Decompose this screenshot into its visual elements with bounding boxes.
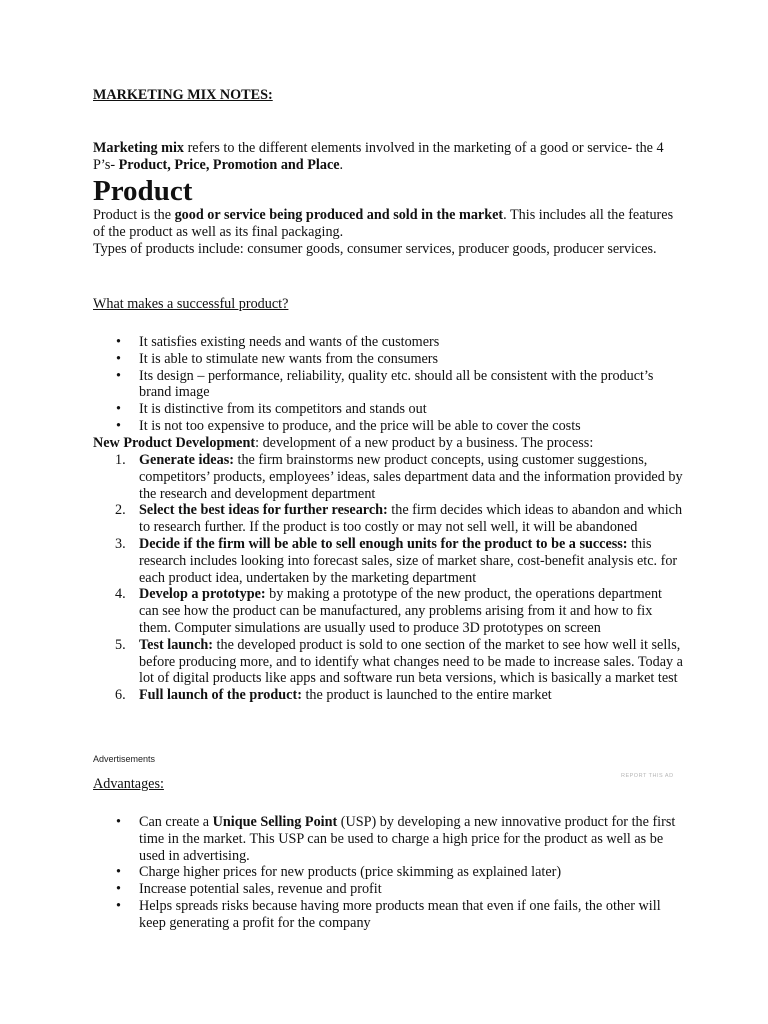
npd-term: New Product Development — [93, 435, 256, 451]
step-text: the product is launched to the entire market — [301, 687, 552, 704]
list-item-text: Increase potential sales, revenue and profit — [139, 881, 382, 898]
product-desc-paragraph-1 — [93, 207, 683, 241]
advertisements-label: Advertisements — [93, 754, 156, 764]
bullet-icon: • — [116, 864, 121, 881]
step-number: 6. — [115, 687, 126, 704]
bullet-icon: • — [116, 881, 121, 898]
product-desc-end: . This includes all the features of the product as well as its final packaging. — [93, 207, 674, 240]
list-item-text: It is not too expensive to produce, and the price will be able to cover the costs — [139, 417, 581, 434]
advantage-text-start: Can create a — [139, 814, 213, 830]
list-item-text: It is distinctive from its competitors and stands out — [139, 401, 427, 418]
bullet-icon: • — [116, 367, 121, 384]
product-desc-bold: good or service being produced and sold in the market — [174, 207, 504, 223]
step-item — [93, 452, 683, 502]
section-heading-product: Product — [93, 175, 193, 207]
step-number: 5. — [115, 636, 126, 653]
report-ad-link[interactable]: REPORT THIS AD — [621, 773, 674, 779]
bullet-icon: • — [116, 401, 121, 418]
npd-text: : development of a new product by a business. The process: — [255, 435, 594, 451]
list-item — [93, 814, 683, 864]
intro-four-ps: Product, Price, Promotion and Place — [118, 156, 340, 173]
list-item — [93, 351, 683, 368]
step-title: Decide if the firm will be able to sell enough units for the product to be a success: — [139, 535, 628, 552]
advantages-list — [93, 814, 683, 932]
step-title: Test launch: — [139, 636, 213, 653]
list-item — [93, 368, 683, 402]
list-item — [93, 898, 683, 932]
bullet-icon: • — [116, 814, 121, 830]
npd-steps-list — [93, 452, 683, 704]
product-desc-paragraph-2: Types of products include: consumer goods, consumer services, producer goods, producer services. — [93, 240, 657, 257]
intro-term: Marketing mix — [93, 140, 185, 156]
list-item-text: Helps spreads risks because having more products mean that even if one fails, the other will keep generating a profit for the company — [139, 897, 661, 931]
list-item-text: Its design – performance, reliability, quality etc. should all be consistent with the product’s brand image — [139, 367, 654, 401]
advantage-text-end: (USP) by developing a new innovative product for the first time in the market. This USP can be used to charge a high price for the product as well as be used in advertising. — [139, 814, 676, 864]
step-item — [93, 687, 683, 704]
step-number: 3. — [115, 535, 126, 552]
step-number: 1. — [115, 452, 126, 468]
bullet-icon: • — [116, 350, 121, 367]
list-item-text: Charge higher prices for new products (price skimming as explained later) — [139, 864, 562, 881]
intro-text: refers to the different elements involved in the marketing of a good or service- the 4 P’s- — [93, 140, 664, 173]
list-item — [93, 418, 683, 435]
step-text: by making a prototype of the new product, the operations department can see how the product can be manufactured, any problems arising from it and how to fix them. Computer simulations are usually used to produce 3D prototypes on screen — [139, 586, 662, 636]
bullet-icon: • — [116, 334, 121, 350]
step-text: the firm brainstorms new product concepts, using customer suggestions, competitors’ products, employees’ ideas, sales department data and the information provided by the research and development department — [139, 452, 683, 502]
bullet-icon: • — [116, 417, 121, 434]
step-number: 4. — [115, 586, 126, 603]
subheading-successful-product: What makes a successful product? — [93, 296, 289, 312]
bullet-icon: • — [116, 897, 121, 914]
product-description — [93, 207, 683, 257]
list-item-text: It is able to stimulate new wants from the consumers — [139, 350, 439, 367]
step-item — [93, 637, 683, 687]
product-desc-start: Product is the — [93, 207, 175, 223]
list-item — [93, 864, 683, 881]
list-item — [93, 881, 683, 898]
npd-paragraph — [93, 435, 683, 452]
step-item — [93, 586, 683, 636]
step-title: Select the best ideas for further research: — [139, 502, 388, 519]
list-item — [93, 401, 683, 418]
subheading-advantages: Advantages: — [93, 776, 164, 792]
list-item-text: It satisfies existing needs and wants of the customers — [139, 334, 440, 350]
step-item — [93, 502, 683, 536]
list-item — [93, 334, 683, 351]
step-text: this research includes looking into forecast sales, size of market share, cost-benefit analysis etc. for each product idea, undertaken by the marketing department — [139, 535, 678, 586]
intro-end: . — [339, 156, 344, 173]
step-title: Full launch of the product: — [139, 687, 302, 704]
intro-paragraph — [93, 140, 678, 174]
step-item — [93, 536, 683, 586]
step-title: Develop a prototype: — [139, 586, 266, 603]
step-number: 2. — [115, 502, 126, 519]
page-title: MARKETING MIX NOTES: — [93, 87, 273, 103]
step-text: the developed product is sold to one section of the market to see how well it sells, before producing more, and to identify what changes need to be made to increase sales. Today a lot of digital products like apps and software run beta versions, which is basically a market test — [139, 636, 683, 687]
step-title: Generate ideas: — [139, 452, 234, 468]
advantage-usp-term: Unique Selling Point — [212, 814, 338, 830]
step-text: the firm decides which ideas to abandon and which to research further. If the product is too costly or may not sell well, it will be abandoned — [139, 502, 683, 536]
success-list — [93, 334, 683, 435]
